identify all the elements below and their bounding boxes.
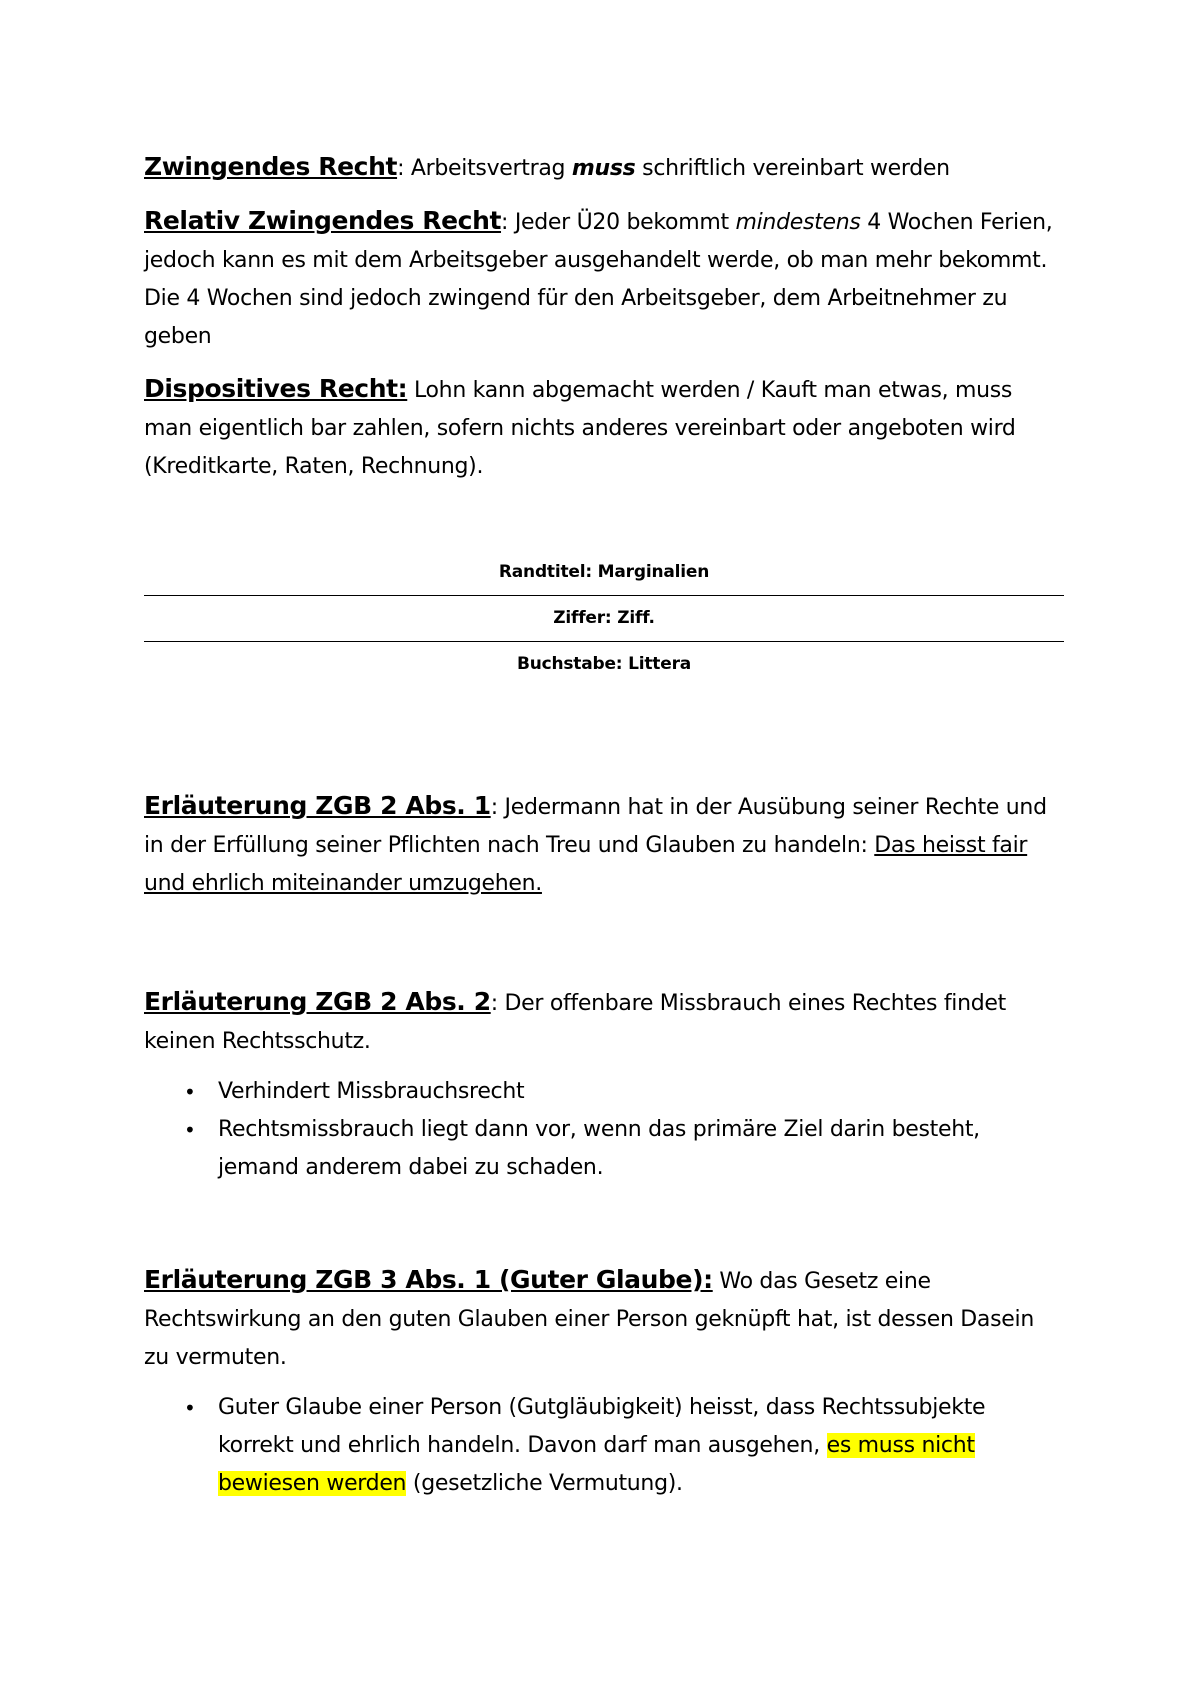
paragraph-zgb-3-abs-1: Erläuterung ZGB 3 Abs. 1 (Guter Glaube): Wo das Gesetz eine Rechtswirkung an den guten Glauben einer Person geknüpft hat, ist dessen Dasein zu vermuten.: [144, 1265, 1034, 1370]
bullet-icon: •: [184, 1118, 196, 1142]
paragraph-zgb-2-abs-1: Erläuterung ZGB 2 Abs. 1: Jedermann hat in der Ausübung seiner Rechte und in der Erfüllung seiner Pflichten nach Treu und Glauben zu handeln: Das heisst fair und ehrlich miteinander umzugehen.: [144, 791, 1047, 896]
section-zgb-2-abs-1: [144, 787, 1064, 903]
document-body: [144, 148, 1064, 1503]
table-row: Buchstabe: Littera: [516, 654, 692, 674]
list-item: • Rechtsmissbrauch liegt dann vor, wenn das primäre Ziel darin besteht, jemand anderem dabei zu schaden.: [144, 1111, 1064, 1187]
heading-zgb-2-abs-1: Erläuterung ZGB 2 Abs. 1: [144, 791, 491, 820]
paragraph-relativ-zwingendes-recht: Relativ Zwingendes Recht: Jeder Ü20 bekommt mindestens 4 Wochen Ferien, jedoch kann es mit dem Arbeitsgeber ausgehandelt werde, ob man mehr bekommt. Die 4 Wochen sind jedoch zwingend für den Arbeitsgeber, dem Arbeitnehmer zu geben: [144, 206, 1053, 349]
section-zgb-2-abs-2: [144, 983, 1064, 1187]
heading-zwingendes-recht: Zwingendes Recht: [144, 152, 398, 181]
list-item: • Guter Glaube einer Person (Gutgläubigkeit) heisst, dass Rechtssubjekte korrekt und ehrlich handeln. Davon darf man ausgehen, es muss nicht bewiesen werden (gesetzliche Vermutung).: [144, 1389, 1064, 1503]
paragraph-zwingendes-recht: Zwingendes Recht: Arbeitsvertrag muss schriftlich vereinbart werden: [144, 152, 950, 181]
heading-relativ-zwingendes-recht: Relativ Zwingendes Recht: [144, 206, 502, 235]
heading-dispositives-recht: Dispositives Recht:: [144, 374, 408, 403]
bullet-list: [144, 1073, 1064, 1187]
bullet-icon: •: [184, 1080, 196, 1104]
emphasis-muss: muss: [571, 156, 636, 181]
section-zgb-3-abs-1: [144, 1261, 1064, 1503]
heading-zgb-3-abs-1: Erläuterung ZGB 3 Abs. 1 (Guter Glaube):: [144, 1265, 713, 1294]
paragraph-dispositives-recht: Dispositives Recht: Lohn kann abgemacht werden / Kauft man etwas, muss man eigentlich bar zahlen, sofern nichts anderes vereinbart oder angeboten wird (Kreditkarte, Raten, Rechnung).: [144, 374, 1016, 479]
citation-table: [144, 550, 1064, 687]
list-item: • Verhindert Missbrauchsrecht: [144, 1073, 1064, 1111]
bullet-list: [144, 1389, 1064, 1503]
heading-zgb-2-abs-2: Erläuterung ZGB 2 Abs. 2: [144, 987, 491, 1016]
table-row: Ziffer: Ziff.: [144, 596, 1064, 642]
underlined-text: Das heisst fair und ehrlich miteinander umzugehen.: [144, 833, 1028, 896]
bullet-icon: •: [184, 1396, 196, 1420]
table-row: Randtitel: Marginalien: [144, 550, 1064, 596]
emphasis-mindestens: mindestens: [735, 210, 861, 235]
highlighted-text: es muss nicht bewiesen werden: [218, 1433, 975, 1496]
paragraph-zgb-2-abs-2: Erläuterung ZGB 2 Abs. 2: Der offenbare Missbrauch eines Rechtes findet keinen Rechtsschutz.: [144, 987, 1006, 1054]
